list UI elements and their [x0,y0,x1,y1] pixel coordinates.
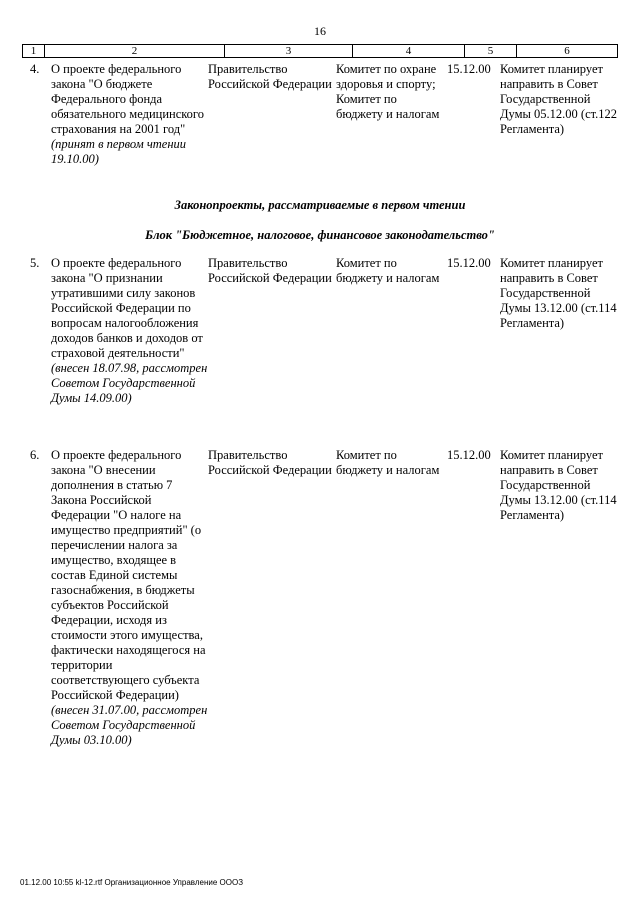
bill-title-text: О проекте федерального закона "О бюджете Федерального фонда обязательного медицинского страхования на 2001 год" [51,62,205,136]
block-heading: Блок "Бюджетное, налоговое, финансовое законодательство" [145,228,495,242]
review-date: 15.12.00 [447,256,491,270]
bill-title-text: О проекте федерального закона "О признании утратившими силу законов Российской Федерации по вопросам налогообложения доходов банков и доходов от страховой деятельности" [51,256,203,360]
bill-status: (принят в первом чтении 19.10.00) [51,137,187,166]
bill-author: Правительство Российской Федерации [208,448,332,477]
responsible-committee: Комитет по бюджету и налогам [336,448,440,477]
table-header-row [22,44,618,58]
entry-number: 6. [30,448,40,462]
entry-number: 4. [30,62,40,76]
responsible-committee: Комитет по охране здоровья и спорту; Комитет по бюджету и налогам [336,62,440,121]
committee-note: Комитет планирует направить в Совет Государственной Думы 13.12.00 (ст.114 Регламента) [500,448,617,522]
bill-status: (внесен 31.07.00, рассмотрен Советом Государственной Думы 03.10.00) [51,703,208,747]
bill-author: Правительство Российской Федерации [208,62,332,91]
review-date: 15.12.00 [447,62,491,76]
header-cell-2: 2 [45,45,225,57]
bill-author: Правительство Российской Федерации [208,256,332,285]
page-number: 16 [314,24,326,38]
review-date: 15.12.00 [447,448,491,462]
bill-title [51,62,209,167]
committee-note: Комитет планирует направить в Совет Государственной Думы 05.12.00 (ст.122 Регламента) [500,62,618,136]
header-cell-4: 4 [353,45,465,57]
header-cell-1: 1 [23,45,45,57]
document-footer: 01.12.00 10:55 kl-12.rtf Организационное Управление ОООЗ [20,878,244,887]
header-cell-3: 3 [225,45,353,57]
responsible-committee: Комитет по бюджету и налогам [336,256,440,285]
bill-title-text: О проекте федерального закона "О внесении дополнения в статью 7 Закона Российской Федерации "О налоге на имущество предприятий" (о перечислении налога за имущество, входящее в состав Единой системы газоснабжения, в бюджеты субъектов Российской Федерации, исходя из стоимости этого имущества, фактически находящегося на территории соответствующего субъекта Российской Федерации) [51,448,206,702]
bill-status: (внесен 18.07.98, рассмотрен Советом Государственной Думы 14.09.00) [51,361,208,405]
entry-number: 5. [30,256,40,270]
committee-note: Комитет планирует направить в Совет Государственной Думы 13.12.00 (ст.114 Регламента) [500,256,617,330]
header-cell-5: 5 [465,45,517,57]
bill-title [51,256,209,406]
header-cell-6: 6 [564,45,570,57]
bill-title [51,448,209,748]
section-heading: Законопроекты, рассматриваемые в первом чтении [174,198,466,212]
